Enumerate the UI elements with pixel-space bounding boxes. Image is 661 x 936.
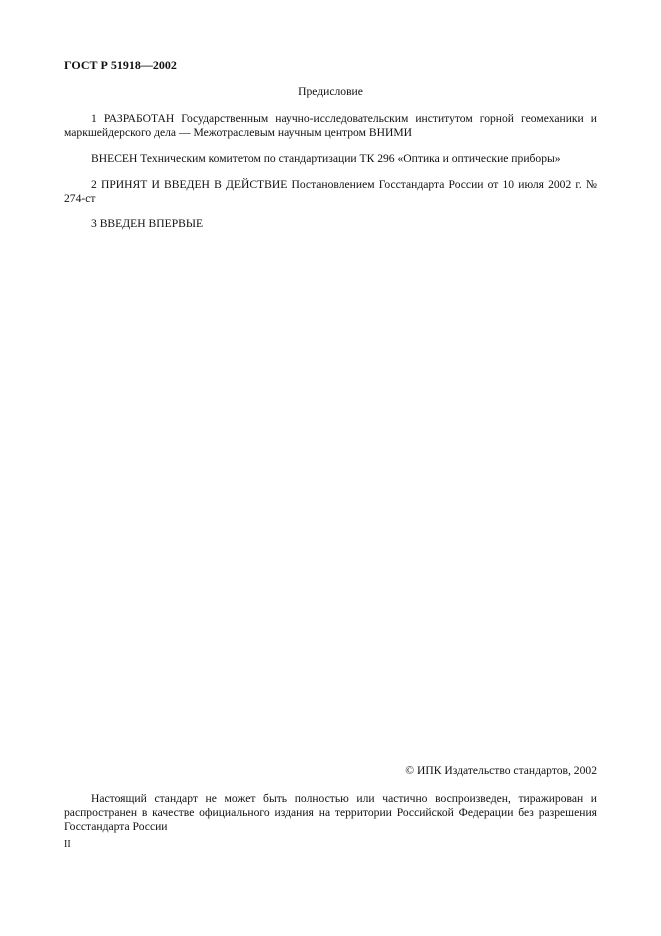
document-code: ГОСТ Р 51918—2002 xyxy=(64,58,177,72)
copyright-line: © ИПК Издательство стандартов, 2002 xyxy=(405,764,597,777)
preface-item-adopted: 2 ПРИНЯТ И ВВЕДЕН В ДЕЙСТВИЕ Постановлением Госстандарта России от 10 июля 2002 г. № 274-ст xyxy=(64,178,597,205)
page-number: II xyxy=(64,839,71,850)
preface-title: Предисловие xyxy=(298,85,363,98)
reproduction-notice: Настоящий стандарт не может быть полностью или частично воспроизведен, тиражирован и распространен в качестве официального издания на территории Российской Федерации без разрешения Госстандарта России xyxy=(64,792,597,833)
preface-item-developed: 1 РАЗРАБОТАН Государственным научно-исследовательским институтом горной геомеханики и маркшейдерского дела — Межотраслевым научным центром ВНИМИ xyxy=(64,112,597,139)
preface-item-submitted: ВНЕСЕН Техническим комитетом по стандартизации ТК 296 «Оптика и оптические приборы» xyxy=(91,152,561,165)
preface-item-first-introduced: 3 ВВЕДЕН ВПЕРВЫЕ xyxy=(91,217,204,230)
